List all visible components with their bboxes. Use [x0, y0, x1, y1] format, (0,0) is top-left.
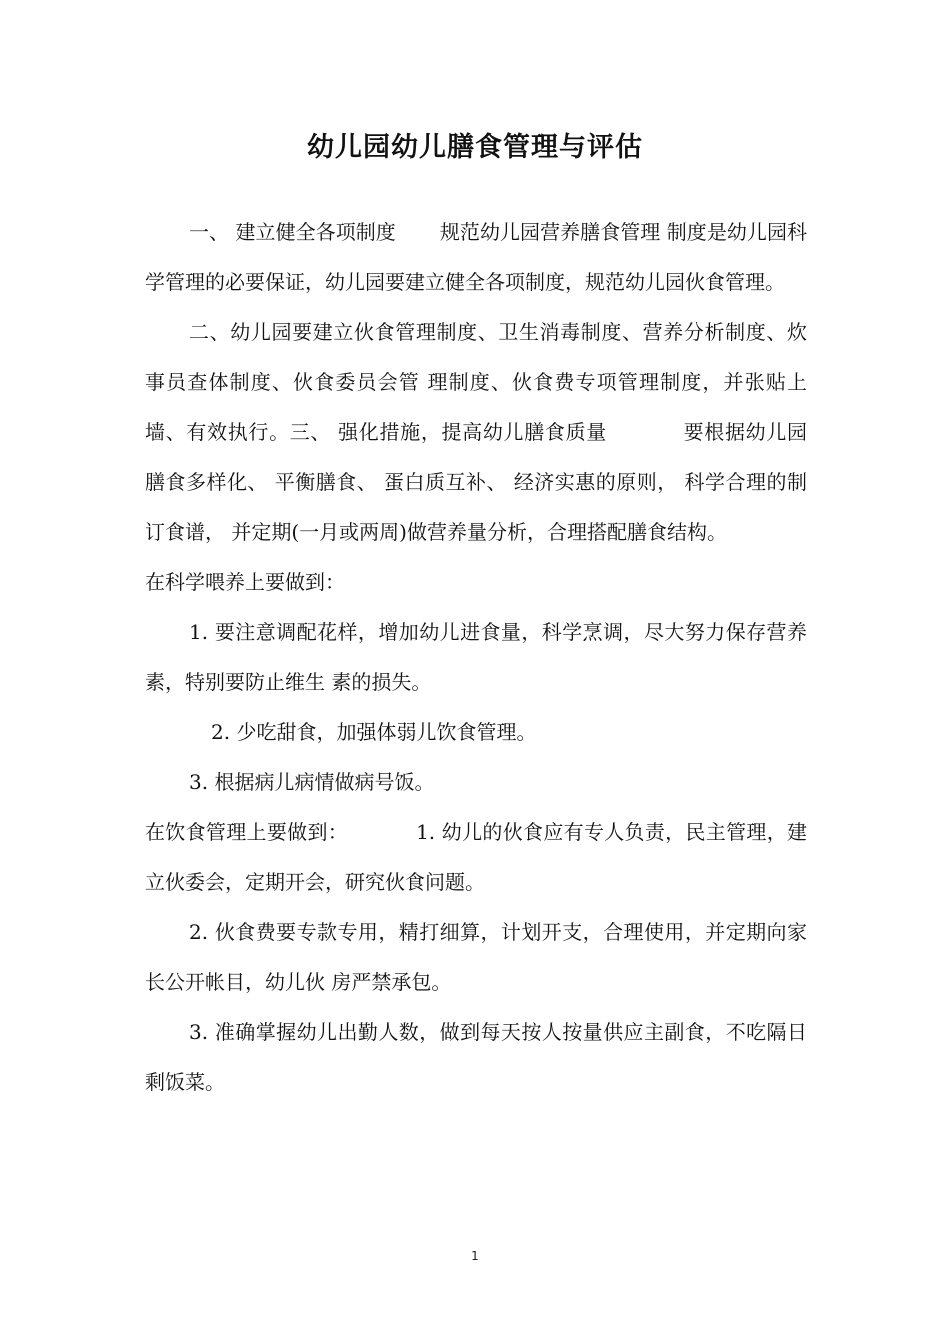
list-item-3: 3. 根据病儿病情做病号饭。 [189, 770, 435, 794]
list-item-4: 1. 幼儿的伙食应有专人负责，民主管理，建立伙委会，定期开会，研究伙食问题。 [145, 820, 807, 894]
list-item-5: 2. 伙食费要专款专用，精打细算，计划开支，合理使用，并定期向家长公开帐目，幼儿伙 房严禁承包。 [145, 920, 807, 994]
list-item-2: 2. 少吃甜食，加强体弱儿饮食管理。 [211, 720, 537, 744]
document-body [145, 207, 807, 1107]
paragraph-text: 要根据幼儿园膳食多样化、 平衡膳食、 蛋白质互补、 经济实惠的原则， 科学合理的制订食谱， 并定期(一月或两周)做营养量分析，合理搭配膳食结构。 [145, 420, 808, 544]
paragraph-7 [145, 807, 807, 907]
paragraph-2 [145, 307, 807, 557]
paragraph-text: 二、幼儿园要建立伙食管理制度、卫生消毒制度、营养分析制度、炊事员查体制度、伙食委员会管 理制度、伙食费专项管理制度，并张贴上墙、有效执行。三、 强化措施，提高幼儿膳食质量 [145, 320, 807, 444]
paragraph-3: 在科学喂养上要做到： [145, 570, 345, 594]
list-item-6: 3. 准确掌握幼儿出勤人数，做到每天按人按量供应主副食，不吃隔日剩饭菜。 [145, 1020, 807, 1094]
page-number: 1 [471, 1249, 479, 1263]
paragraph-1 [145, 207, 807, 307]
section-heading-2: 在饮食管理上要做到： [145, 820, 349, 844]
document-title: 幼儿园幼儿膳食管理与评估 [307, 132, 643, 163]
section-heading-1: 一、 建立健全各项制度 [189, 220, 396, 244]
paragraph-text: 规范幼儿园营养膳食管理 制度是幼儿园科学管理的必要保证，幼儿园要建立健全各项制度，规范幼儿园伙食管理。 [145, 220, 807, 294]
list-item-1: 1. 要注意调配花样，增加幼儿进食量，科学烹调，尽大努力保存营养素，特别要防止维生 素的损失。 [145, 620, 807, 694]
